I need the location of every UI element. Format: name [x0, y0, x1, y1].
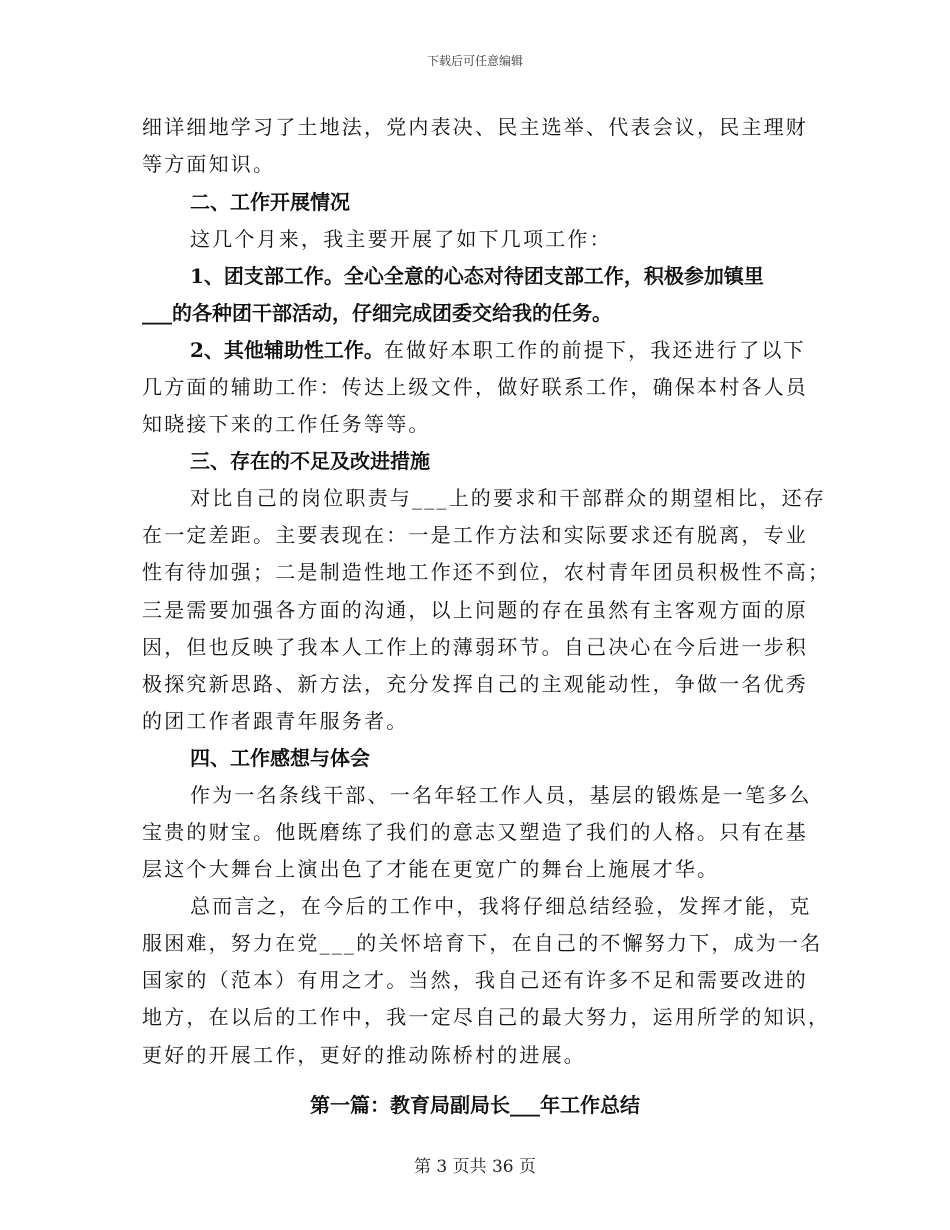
paragraph-line: 性有待加强；二是制造性地工作还不到位，农村青年团员积极性不高；	[142, 560, 831, 584]
paragraph-line: 三是需要加强各方面的沟通，以上问题的存在虽然有主客观方面的原	[142, 598, 808, 622]
section-heading: 三、存在的不足及改进措施	[190, 449, 430, 473]
paragraph-line: 几方面的辅助工作：传达上级文件，做好联系工作，确保本村各人员	[142, 375, 808, 399]
paragraph-line: 宝贵的财宝。他既磨练了我们的意志又塑造了我们的人格。只有在基	[142, 820, 808, 844]
paragraph-line: 层这个大舞台上演出色了才能在更宽广的舞台上施展才华。	[142, 857, 720, 881]
paragraph-line: 总而言之，在今后的工作中，我将仔细总结经验，发挥才能，克	[190, 894, 812, 918]
paragraph-line: 作为一名条线干部、一名年轻工作人员，基层的锻炼是一笔多么	[190, 783, 812, 807]
paragraph-line: 这几个月来，我主要开展了如下几项工作：	[190, 227, 612, 251]
section-heading: 二、工作开展情况	[190, 190, 350, 214]
paragraph-line: 1、团支部工作。全心全意的心态对待团支部工作，积极参加镇里	[190, 264, 764, 288]
paragraph-line	[190, 335, 806, 365]
paragraph-line: 在一定差距。主要表现在：一是工作方法和实际要求还有脱离，专业	[142, 523, 808, 547]
paragraph-line: 更好的开展工作，更好的推动陈桥村的进展。	[142, 1043, 586, 1067]
section-title: 第一篇：教育局副局长___年工作总结	[310, 1093, 640, 1117]
page-footer: 第 3 页共 36 页	[413, 1157, 537, 1177]
paragraph-line: ___的各种团干部活动，仔细完成团委交给我的任务。	[142, 301, 612, 325]
paragraph-line: 地方，在以后的工作中，我一定尽自己的最大努力，运用所学的知识，	[142, 1005, 831, 1029]
paragraph-line: 极探究新思路、新方法，充分发挥自己的主观能动性，争做一名优秀	[142, 672, 808, 696]
paragraph-line: 等方面知识。	[142, 152, 276, 176]
page-header: 下载后可任意编辑	[426, 54, 523, 68]
paragraph-text: 在做好本职工作的前提下，我还进行了以下	[383, 338, 806, 362]
paragraph-line: 细详细地学习了土地法，党内表决、民主选举、代表会议，民主理财	[142, 115, 808, 139]
paragraph-line: 的团工作者跟青年服务者。	[142, 709, 409, 733]
paragraph-line: 因，但也反映了我本人工作上的薄弱环节。自己决心在今后进一步积	[142, 635, 808, 659]
subheading-text: 2、其他辅助性工作。	[190, 338, 384, 362]
paragraph-line: 知晓接下来的工作任务等等。	[142, 412, 431, 436]
paragraph-line: 对比自己的岗位职责与___上的要求和干部群众的期望相比，还存	[190, 486, 826, 510]
paragraph-line: 国家的（范本）有用之才。当然，我自己还有许多不足和需要改进的	[142, 968, 808, 992]
section-heading: 四、工作感想与体会	[190, 746, 370, 770]
paragraph-line: 服困难，努力在党___的关怀培育下，在自己的不懈努力下，成为一名	[142, 931, 823, 955]
